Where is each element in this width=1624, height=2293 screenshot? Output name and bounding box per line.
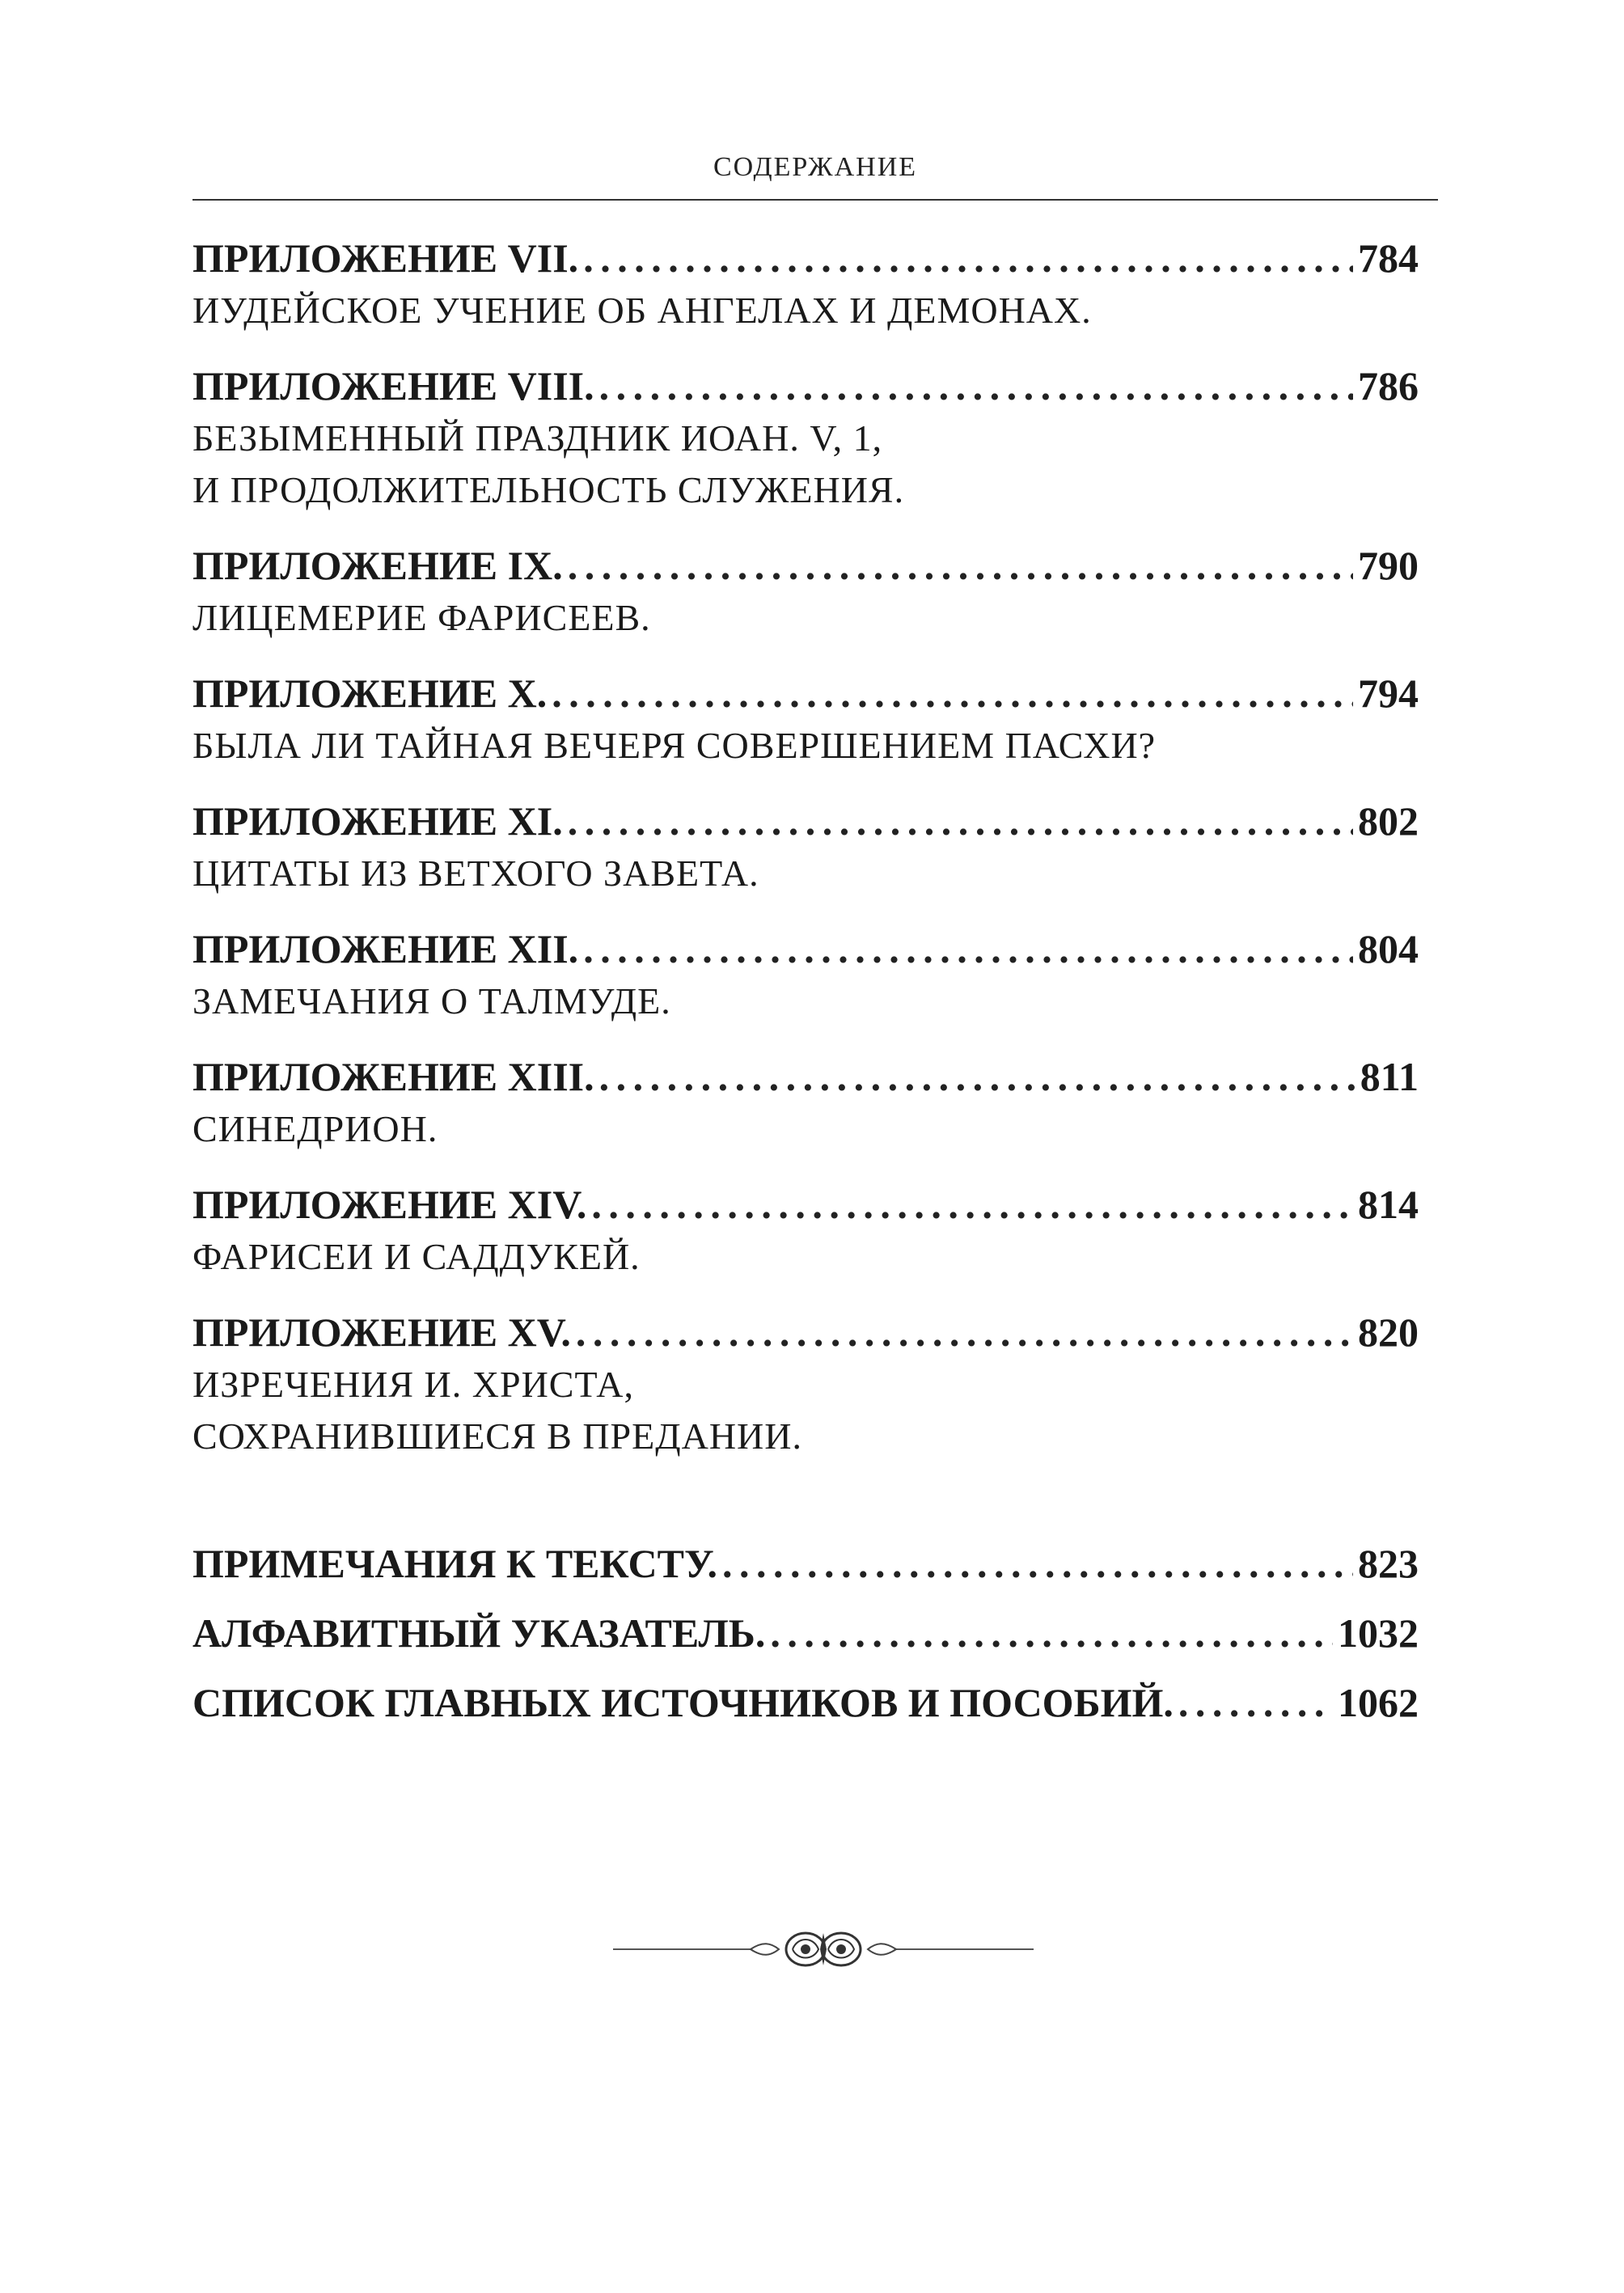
- entry-subtitle-line: БЕЗЫМЕННЫЙ ПРАЗДНИК ИОАН. V, 1,: [192, 417, 883, 459]
- page-number: 823: [1358, 1541, 1419, 1586]
- entry-title: СПИСОК ГЛАВНЫХ ИСТОЧНИКОВ И ПОСОБИЙ.: [192, 1680, 1174, 1725]
- toc-entry: [192, 231, 1419, 336]
- page-number: 784: [1358, 235, 1419, 281]
- entry-line: [192, 922, 1419, 975]
- page-number: 811: [1360, 1054, 1419, 1099]
- entry-subtitle-line: ИУДЕЙСКОЕ УЧЕНИЕ ОБ АНГЕЛАХ И ДЕМОНАХ.: [192, 290, 1092, 331]
- toc-entry: [192, 539, 1419, 644]
- dot-leader: [770, 1600, 1333, 1666]
- page-number: 820: [1358, 1309, 1419, 1355]
- dot-leader: [552, 666, 1353, 720]
- entry-line: [192, 359, 1419, 412]
- entry-subtitle-line: СОХРАНИВШИЕСЯ В ПРЕДАНИИ.: [192, 1415, 802, 1457]
- toc-entry: [192, 922, 1419, 1027]
- back-matter-list: [192, 1530, 1419, 1736]
- entry-line: [192, 794, 1419, 848]
- entry-subtitle-line: СИНЕДРИОН.: [192, 1108, 438, 1149]
- dot-leader: [599, 359, 1353, 412]
- page-number: 786: [1358, 363, 1419, 408]
- dot-leader: [591, 1178, 1353, 1231]
- entry-subtitle-line: ЦИТАТЫ ИЗ ВЕТХОГО ЗАВЕТА.: [192, 852, 759, 894]
- page-number: 794: [1358, 671, 1419, 716]
- toc-entry: [192, 794, 1419, 899]
- dot-leader: [568, 539, 1353, 592]
- toc-entry: [192, 359, 1419, 516]
- page-number: 1062: [1338, 1680, 1419, 1725]
- page-number: 814: [1358, 1182, 1419, 1227]
- dot-leader: [599, 1050, 1355, 1103]
- entry-line: [192, 666, 1419, 720]
- running-head: СОДЕРЖАНИЕ: [713, 152, 918, 182]
- entry-line: [192, 1669, 1419, 1736]
- entry-title: ПРИЛОЖЕНИЕ XIV.: [192, 1182, 587, 1227]
- entry-title: ПРИЛОЖЕНИЕ XII.: [192, 926, 579, 971]
- entry-title: ПРИЛОЖЕНИЕ XIII.: [192, 1054, 594, 1099]
- entry-subtitle-line: И ПРОДОЛЖИТЕЛЬНОСТЬ СЛУЖЕНИЯ.: [192, 469, 905, 510]
- entry-title: ПРИЛОЖЕНИЕ VIII.: [192, 363, 594, 408]
- entry-title: ПРИЛОЖЕНИЕ X.: [192, 671, 548, 716]
- header-rule: [192, 199, 1438, 201]
- toc-entry: [192, 1305, 1419, 1462]
- entry-subtitle-line: БЫЛА ЛИ ТАЙНАЯ ВЕЧЕРЯ СОВЕРШЕНИЕМ ПАСХИ?: [192, 725, 1157, 766]
- entry-title: ПРИЛОЖЕНИЕ XV.: [192, 1309, 571, 1355]
- dot-leader: [568, 794, 1353, 848]
- section-gap: [192, 1485, 1419, 1530]
- entry-subtitle-line: ИЗРЕЧЕНИЯ И. ХРИСТА,: [192, 1364, 635, 1405]
- page-number: 802: [1358, 798, 1419, 844]
- entry-line: [192, 1530, 1419, 1597]
- entry-title: ПРИЛОЖЕНИЕ XI.: [192, 798, 563, 844]
- appendix-list: [192, 231, 1419, 1462]
- back-matter-entry: [192, 1530, 1419, 1597]
- entry-title: ПРИЛОЖЕНИЕ IX.: [192, 543, 563, 588]
- entry-line: [192, 1050, 1419, 1103]
- toc-entry: [192, 666, 1419, 772]
- entry-title: ПРИЛОЖЕНИЕ VII.: [192, 235, 579, 281]
- dot-leader: [583, 922, 1353, 975]
- dot-leader: [576, 1305, 1353, 1359]
- entry-subtitle-line: ЛИЦЕМЕРИЕ ФАРИСЕЕВ.: [192, 597, 651, 638]
- entry-line: [192, 231, 1419, 285]
- page-number: 790: [1358, 543, 1419, 588]
- entry-line: [192, 1305, 1419, 1359]
- entry-title: ПРИМЕЧАНИЯ К ТЕКСТУ.: [192, 1541, 718, 1586]
- page-number: 1032: [1338, 1610, 1419, 1656]
- entry-line: [192, 1178, 1419, 1231]
- book-page: [192, 0, 1438, 2293]
- table-of-contents: [192, 231, 1419, 1739]
- dot-leader: [722, 1530, 1353, 1597]
- floral-ornament-icon: [613, 1925, 1034, 1974]
- back-matter-entry: [192, 1669, 1419, 1736]
- toc-entry: [192, 1050, 1419, 1155]
- entry-line: [192, 1600, 1419, 1666]
- dot-leader: [1178, 1669, 1333, 1736]
- dot-leader: [583, 231, 1353, 285]
- entry-line: [192, 539, 1419, 592]
- toc-entry: [192, 1178, 1419, 1283]
- entry-subtitle-line: ЗАМЕЧАНИЯ О ТАЛМУДЕ.: [192, 980, 671, 1022]
- page-number: 804: [1358, 926, 1419, 971]
- entry-subtitle-line: ФАРИСЕИ И САДДУКЕЙ.: [192, 1236, 641, 1277]
- back-matter-entry: [192, 1600, 1419, 1666]
- entry-title: АЛФАВИТНЫЙ УКАЗАТЕЛЬ.: [192, 1610, 766, 1656]
